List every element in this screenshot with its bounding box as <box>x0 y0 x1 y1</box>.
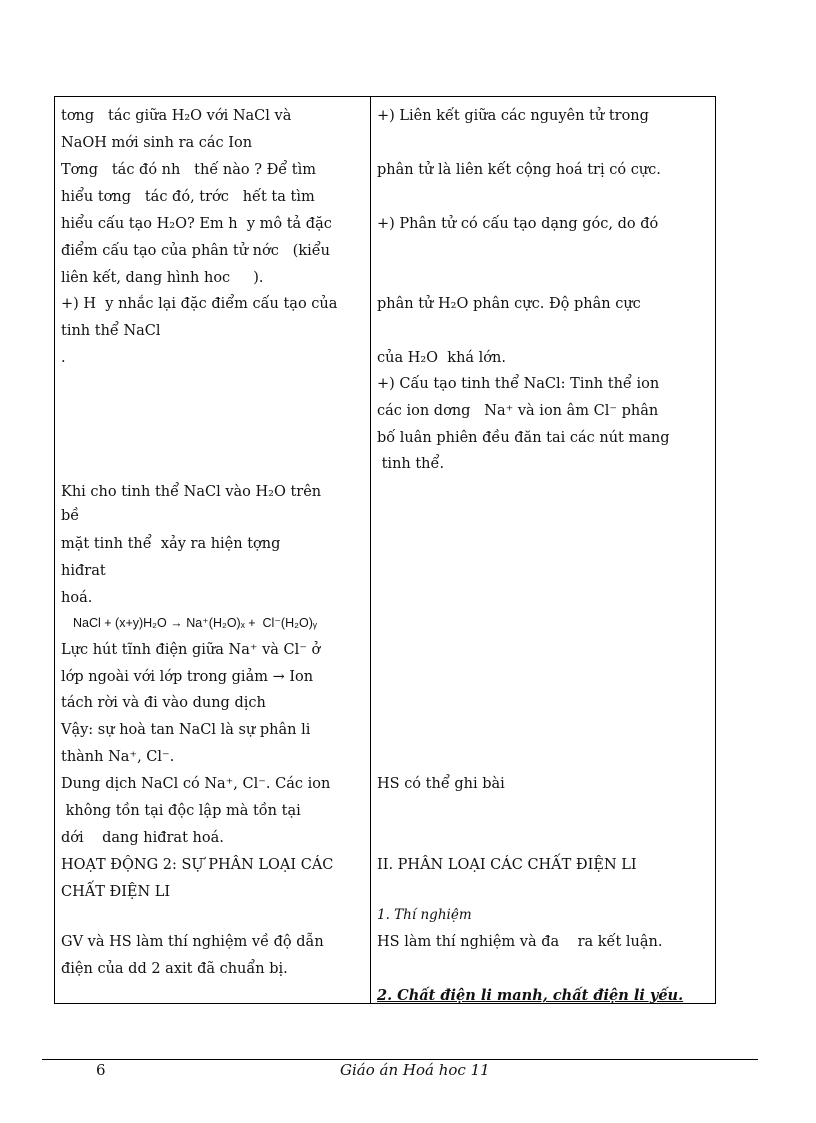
right-line: phân tử H₂O phân cực. Độ phân cực <box>377 296 641 312</box>
section-heading: HOẠT ĐỘNG 2: SỰ PHÂN LOẠI CÁC <box>61 857 334 873</box>
left-line: +) H y nhắc lại đặc điểm cấu tạo của <box>61 296 338 312</box>
right-line: phân tử là liên kết cộng hoá trị có cực. <box>377 162 661 178</box>
right-line: của H₂O khá lớn. <box>377 350 506 366</box>
left-line: lớp ngoài với lớp trong giảm → Ion <box>61 669 314 685</box>
left-line: thành Na⁺, Cl⁻. <box>61 749 175 765</box>
subheading-experiment: 1. Thí nghiệm <box>377 907 472 923</box>
left-line: GV và HS làm thí nghiệm về độ dẫn <box>61 934 324 950</box>
left-line: dới dang hiđrat hoá. <box>61 830 224 846</box>
left-line: bề <box>61 508 80 524</box>
left-line: điểm cấu tạo của phân tử nớc (kiểu <box>61 243 331 259</box>
left-line: Khi cho tinh thể NaCl vào H₂O trên <box>61 484 322 500</box>
section-heading: II. PHÂN LOẠI CÁC CHẤT ĐIỆN LI <box>377 857 637 873</box>
left-line: liên kết, dang hình hoc ). <box>61 270 264 286</box>
left-line: Tơng tác đó nh thế nào ? Để tìm <box>61 162 317 178</box>
footer-title: Giáo án Hoá hoc 11 <box>340 1061 490 1079</box>
left-line: hiểu cấu tạo H₂O? Em h y mô tả đặc <box>61 216 332 232</box>
lesson-table <box>54 96 716 1004</box>
left-line: không tồn tại độc lập mà tồn tại <box>61 803 301 819</box>
left-line: NaOH mới sinh ra các Ion <box>61 135 253 151</box>
right-line: +) Liên kết giữa các nguyên tử trong <box>377 108 649 124</box>
right-line: các ion dơng Na⁺ và ion âm Cl⁻ phân <box>377 403 659 419</box>
left-line: . <box>61 350 66 366</box>
right-line: +) Cấu tạo tinh thể NaCl: Tinh thể ion <box>377 376 660 392</box>
left-line: hiểu tơng tác đó, trớc hết ta tìm <box>61 189 315 205</box>
right-line: +) Phân tử có cấu tạo dạng góc, do đó <box>377 216 659 232</box>
left-line: mặt tinh thể xảy ra hiện tợng <box>61 536 281 552</box>
page-number: 6 <box>96 1061 106 1079</box>
right-line: bố luân phiên đều đăn tai các nút mang <box>377 430 670 446</box>
left-line: tinh thể NaCl <box>61 323 161 339</box>
left-line: Lực hút tĩnh điện giữa Na⁺ và Cl⁻ ở <box>61 642 321 658</box>
section-heading: CHẤT ĐIỆN LI <box>61 884 171 900</box>
left-line: hiđrat <box>61 563 106 579</box>
right-line: tinh thể. <box>377 456 445 472</box>
footer-rule <box>42 1059 758 1060</box>
right-line: HS có thể ghi bài <box>377 776 505 792</box>
left-line: hoá. <box>61 590 93 606</box>
equation-line: NaCl + (x+y)H₂O → Na⁺(H₂O)ₓ + Cl⁻(H₂O)ᵧ <box>73 616 317 630</box>
left-line: điện của dd 2 axit đã chuẩn bị. <box>61 961 288 977</box>
left-line: Dung dịch NaCl có Na⁺, Cl⁻. Các ion <box>61 776 331 792</box>
left-line: Vậy: sự hoà tan NaCl là sự phân li <box>61 722 311 738</box>
column-divider <box>370 97 371 1003</box>
left-line: tơng tác giữa H₂O với NaCl và <box>61 108 292 124</box>
left-line: tách rời và đi vào dung dịch <box>61 695 266 711</box>
right-line: HS làm thí nghiệm và đa ra kết luận. <box>377 934 663 950</box>
subheading-electrolytes: 2. Chất điện li manh, chất điện li yếu. <box>377 987 684 1004</box>
